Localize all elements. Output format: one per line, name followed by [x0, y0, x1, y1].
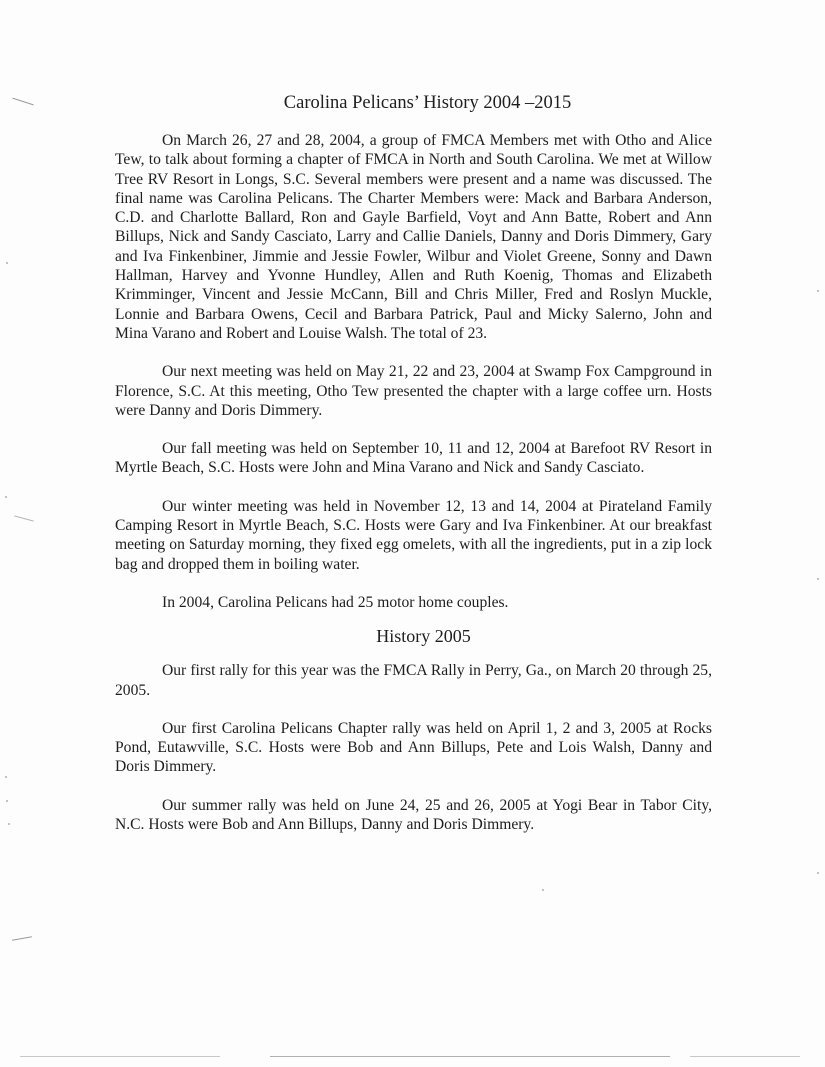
paragraph-may-meeting: Our next meeting was held on May 21, 22 and 23, 2004 at Swamp Fox Campground in Florence, S.C. At this meeting, Otho Tew presented the chapter with a large coffee urn. Hosts were Danny and Doris Dimmery.	[115, 363, 712, 419]
scan-speck	[542, 889, 544, 891]
scan-speck	[5, 496, 7, 498]
paragraph-perry-rally: Our first rally for this year was the FMCA Rally in Perry, Ga., on March 20 through 25, 2005.	[115, 662, 712, 699]
scan-speck	[8, 823, 10, 825]
document-title: Carolina Pelicans’ History 2004 –2015	[283, 93, 572, 113]
scan-mark	[12, 98, 33, 106]
scan-mark	[14, 515, 34, 521]
scan-edge-line	[270, 1056, 670, 1057]
scan-speck	[817, 872, 819, 874]
scan-speck	[6, 262, 8, 264]
scan-speck	[817, 290, 819, 292]
scan-mark	[12, 936, 32, 940]
scan-edge-line	[690, 1056, 800, 1057]
paragraph-founding: On March 26, 27 and 28, 2004, a group of FMCA Members met with Otho and Alice Tew, to talk about forming a chapter of FMCA in North and South Carolina. We met at Willow Tree RV Resort in Longs, S.C. Several members were present and a name was discussed. The final name was Carolina Pelicans. The Charter Members were: Mack and Barbara Anderson, C.D. and Charlotte Ballard, Ron and Gayle Barfield, Voyt and Ann Batte, Robert and Ann Billups, Nick and Sandy Casciato, Larry and Callie Daniels, Danny and Doris Dimmery, Gary and Iva Finkenbiner, Jimmie and Jessie Fowler, Wilbur and Violet Greene, Sonny and Dawn Hallman, Harvey and Yvonne Hundley, Allen and Ruth Koenig, Thomas and Elizabeth Krimminger, Vincent and Jessie McCann, Bill and Chris Miller, Fred and Roslyn Muckle, Lonnie and Barbara Owens, Cecil and Barbara Patrick, Paul and Micky Salerno, John and Mina Varano and Robert and Louise Walsh. The total of 23.	[115, 132, 712, 342]
paragraph-winter-meeting: Our winter meeting was held in November 12, 13 and 14, 2004 at Pirateland Family Camping Resort in Myrtle Beach, S.C. Hosts were Gary and Iva Finkenbiner. At our breakfast meeting on Saturday morning, they fixed egg omelets, with all the ingredients, put in a zip lock bag and dropped them in boiling water.	[115, 497, 712, 573]
paragraph-april-rally: Our first Carolina Pelicans Chapter rally was held on April 1, 2 and 3, 2005 at Rocks Pond, Eutawville, S.C. Hosts were Bob and Ann Billups, Pete and Lois Walsh, Danny and Doris Dimmery.	[115, 719, 712, 776]
section-heading-2005: History 2005	[376, 626, 471, 647]
scan-speck	[5, 776, 7, 778]
scan-speck	[6, 800, 8, 802]
document-body	[115, 91, 712, 853]
paragraph-fall-meeting: Our fall meeting was held on September 10, 11 and 12, 2004 at Barefoot RV Resort in Myrtle Beach, S.C. Hosts were John and Mina Varano and Nick and Sandy Casciato.	[115, 440, 712, 477]
paragraph-summer-rally: Our summer rally was held on June 24, 25 and 26, 2005 at Yogi Bear in Tabor City, N.C. Hosts were Bob and Ann Billups, Danny and Doris Dimmery.	[115, 796, 712, 834]
scan-speck	[817, 578, 819, 580]
paragraph-2004-summary: In 2004, Carolina Pelicans had 25 motor home couples.	[162, 593, 509, 611]
scan-edge-line	[20, 1056, 220, 1057]
